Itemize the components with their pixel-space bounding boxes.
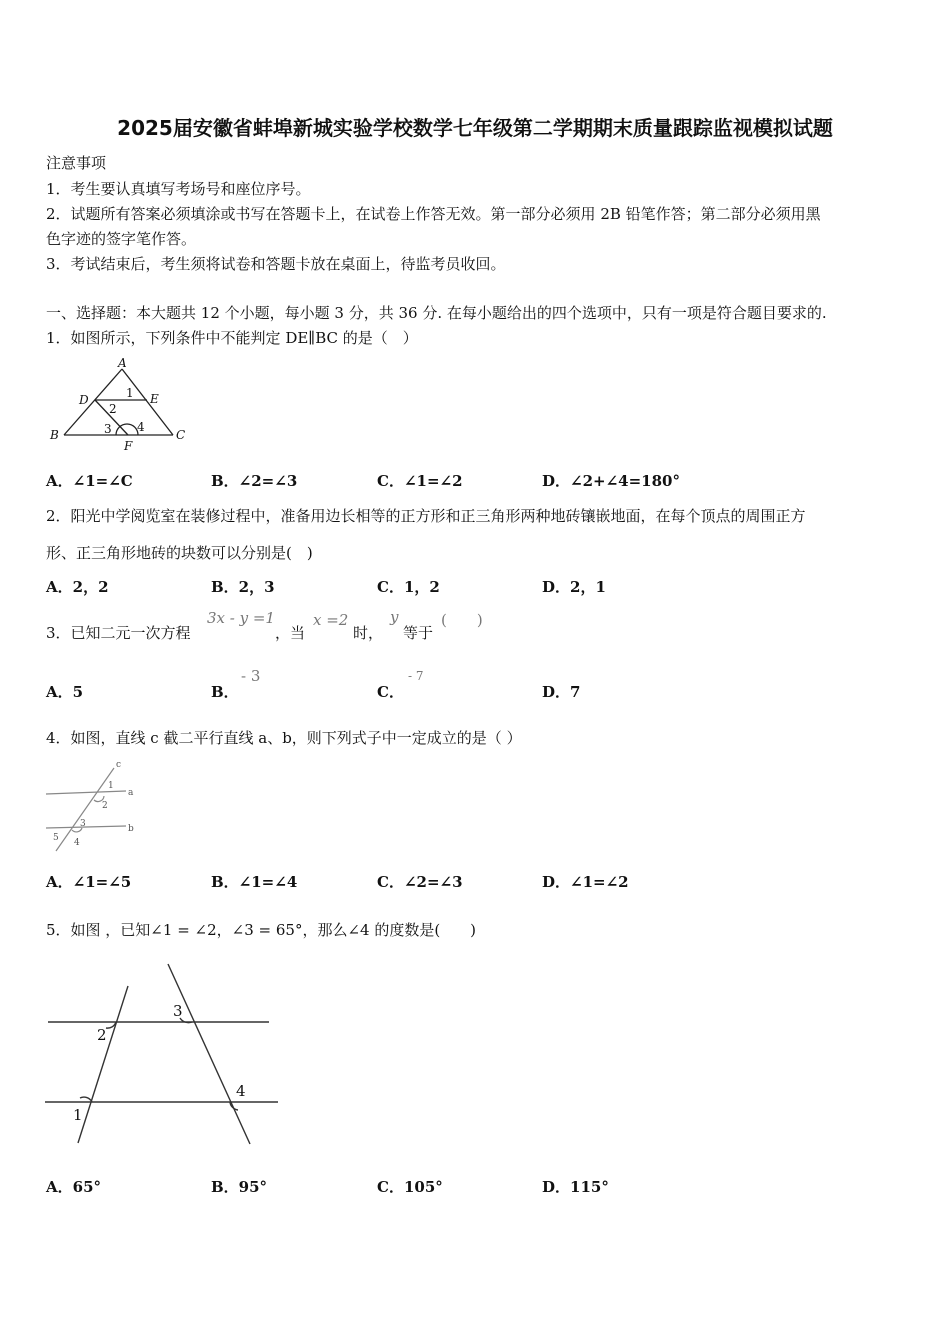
notice-item-2-cont: 色字迹的签字笔作答。 — [46, 230, 197, 248]
section-heading: 一、选择题：本大题共 12 个小题，每小题 3 分，共 36 分. 在每小题给出的四个选项中，只有一项是符合题目要求的. — [46, 304, 827, 322]
notice-item-1: 1．考生要认真填写考场号和座位序号。 — [46, 180, 311, 198]
q2-stem-line2: 形、正三角形地砖的块数可以分别是( ) — [46, 544, 313, 562]
q2-stem-line1: 2．阳光中学阅览室在装修过程中，准备用边长相等的正方形和正三角形两种地砖镶嵌地面，在每个顶点的周围正方 — [46, 507, 806, 525]
q5-option-d: D．115° — [542, 1178, 609, 1196]
q1-label-1: 1 — [126, 386, 134, 400]
q2-option-a: A．2，2 — [46, 578, 109, 596]
q4-label-3: 3 — [80, 819, 86, 829]
q4-option-b: B．∠1=∠4 — [211, 873, 298, 891]
q1-option-d: D．∠2+∠4=180° — [542, 472, 680, 490]
q3-option-c-value: - 7 — [408, 669, 424, 683]
q3-stem-prefix: 3．已知二元一次方程 — [46, 624, 191, 642]
q2-option-b: B．2，3 — [211, 578, 275, 596]
q3-equals: 等于 — [403, 624, 434, 642]
q1-label-3: 3 — [104, 422, 112, 436]
q2-option-d: D．2，1 — [542, 578, 606, 596]
q1-option-c: C．∠1=∠2 — [377, 472, 463, 490]
q1-option-b: B．∠2=∠3 — [211, 472, 298, 490]
q3-variable: y — [390, 608, 399, 626]
q3-option-d: D．7 — [542, 683, 581, 701]
q5-option-a: A．65° — [46, 1178, 102, 1196]
q1-stem: 1．如图所示，下列条件中不能判定 DE∥BC 的是（ ） — [46, 329, 418, 347]
q4-label-4: 4 — [74, 838, 80, 848]
q4-stem: 4．如图，直线 c 截二平行直线 a、b，则下列式子中一定成立的是（ ） — [46, 729, 522, 747]
q1-label-A: A — [118, 356, 127, 370]
q1-label-2: 2 — [109, 402, 117, 416]
q5-label-4: 4 — [236, 1082, 246, 1100]
q3-time: 时， — [353, 624, 384, 642]
q4-option-c: C．∠2=∠3 — [377, 873, 463, 891]
q3-blank: ( ) — [441, 611, 483, 629]
q5-option-c: C．105° — [377, 1178, 443, 1196]
q1-label-4: 4 — [137, 420, 145, 434]
q4-option-d: D．∠1=∠2 — [542, 873, 629, 891]
page-title: 2025届安徽省蚌埠新城实验学校数学七年级第二学期期末质量跟踪监视模拟试题 — [117, 116, 833, 140]
q5-stem: 5．如图 ，已知∠1 = ∠2，∠3 = 65°，那么∠4 的度数是( ) — [46, 921, 477, 939]
q5-label-2: 2 — [97, 1026, 107, 1044]
q5-option-b: B．95° — [211, 1178, 268, 1196]
q5-label-1: 1 — [73, 1106, 83, 1124]
notice-item-2: 2．试题所有答案必须填涂或书写在答题卡上，在试卷上作答无效。第一部分必须用 2B 铅笔作答；第二部分必须用黑 — [46, 205, 821, 223]
q1-label-C: C — [176, 428, 186, 442]
q1-label-F: F — [124, 439, 133, 453]
q5-label-3: 3 — [173, 1002, 183, 1020]
q3-option-c: C． — [377, 683, 404, 701]
q1-triangle-figure — [46, 355, 196, 455]
q4-parallel-lines-figure — [42, 758, 152, 853]
q4-label-c: c — [116, 760, 122, 770]
q4-label-1: 1 — [108, 781, 114, 791]
notice-heading: 注意事项 — [46, 154, 107, 172]
q3-option-b: B． — [211, 683, 239, 701]
q1-option-a: A．∠1=∠C — [46, 472, 133, 490]
q4-option-a: A．∠1=∠5 — [46, 873, 132, 891]
q1-label-B: B — [50, 428, 59, 442]
q1-label-E: E — [150, 392, 159, 406]
q4-label-2: 2 — [102, 801, 108, 811]
q3-when: ，当 — [275, 624, 306, 642]
q4-label-b: b — [128, 824, 134, 834]
notice-item-3: 3．考试结束后，考生须将试卷和答题卡放在桌面上，待监考员收回。 — [46, 255, 506, 273]
q4-label-5: 5 — [53, 833, 59, 843]
q3-equation: 3x - y =1 — [207, 609, 275, 627]
q1-label-D: D — [79, 393, 89, 407]
q4-label-a: a — [128, 788, 134, 798]
q5-transversal-figure — [42, 958, 282, 1153]
q3-condition: x =2 — [313, 611, 349, 629]
q3-option-b-value: - 3 — [241, 667, 261, 685]
q3-option-a: A．5 — [46, 683, 84, 701]
q2-option-c: C．1，2 — [377, 578, 440, 596]
